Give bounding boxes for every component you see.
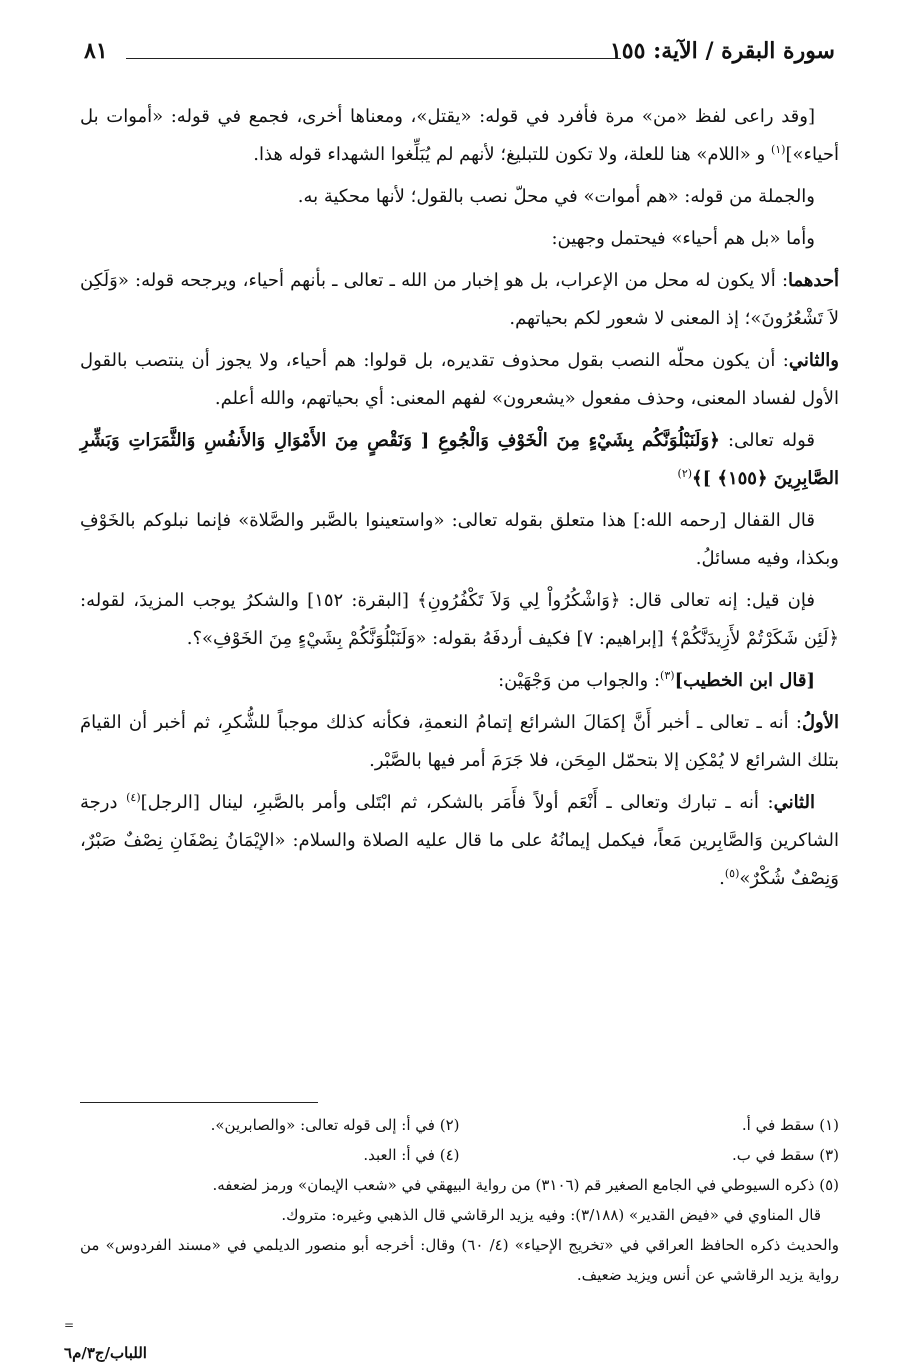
footnote-ref: (١) [770, 143, 786, 156]
running-title: سورة البقرة / الآية: ١٥٥ [609, 38, 835, 64]
footnote: (٢) في أ: إلى قوله تعالى: «والصابرين». [210, 1116, 460, 1134]
paragraph: فإن قيل: إنه تعالى قال: ﴿وَاشْكُرُواْ لِي وَلاَ تَكْفُرُونِ﴾ [البقرة: ١٥٢] والشكرُ يوجب المزيدَ، لقوله: ﴿لَئِن شَكَرْتُمْ لأَزِيدَنَّكُمْ﴾ [إبراهيم: ٧] فكيف أردفَهُ بقوله: «وَلَنَبْلُوَنَّكُمْ بِشَيْءٍ مِنَ الخَوْفِ»؟. [80, 590, 839, 649]
paragraph-lead: [قال ابن الخطيب] [674, 670, 815, 691]
footnote-ref: (٢) [677, 467, 693, 480]
margin-mark: = [64, 1318, 75, 1332]
footnote-continuation: قال المناوي في «فيض القدير» (٣/١٨٨): وفيه يزيد الرقاشي قال الذهبي وغيره: متروك. [281, 1206, 821, 1224]
footnotes [80, 1110, 839, 1290]
paragraph: قال القفال [رحمه الله:] هذا متعلق بقوله تعالى: «واستعينوا بالصَّبر والصَّلاة» فإنما نبلوكم بالخَوْفِ وبكذا، وفيه مسائلُ. [80, 510, 839, 569]
header-rule [126, 58, 621, 59]
signature-mark: اللباب/ج٣/م٦ [64, 1344, 147, 1362]
footnote-ref: (٣) [660, 669, 675, 682]
paragraph: أحدهما: ألا يكون له محل من الإعراب، بل هو إخبار من الله ـ تعالى ـ بأنهم أحياء، ويرجحه قوله: «وَلَكِن لاَ تَشْعُرُونَ»؛ إذ المعنى لا شعور لكم بحياتهم. [80, 270, 839, 329]
paragraph: والثاني: أن يكون محلّه النصب بقول محذوف تقديره، بل قولوا: هم أحياء، ولا يجوز أن ينتصب بالقول الأول لفساد المعنى، وحذف مفعول «يشعرون» لفهم المعنى: أي بحياتهم، والله أعلم. [80, 350, 839, 409]
footnote: (٤) في أ: العبد. [363, 1146, 460, 1164]
paragraph: الثاني: أنه ـ تبارك وتعالى ـ أَنْعَم أولاً فأَمَر بالشكر، ثم ابْتَلى وأمر بالصَّبرِ، لينال [الرجل]$^{(٤)}$ درجة الشاكرين وَالصَّابِرين مَعاً، فيكمل إيمانُهُ على ما قال عليه الصلاة والسلام: «الإيْمَانُ نِصْفَانِ نِصْفٌ صَبْرٌ، وَنِصْفٌ شُكْرٌ»$^{(٥)}$. [80, 791, 839, 889]
footnote-separator [80, 1102, 318, 1103]
paragraph: [قال ابن الخطيب]$^{(٣)}$: والجواب من وَجْهَيْن: [498, 669, 815, 691]
paragraph: والجملة من قوله: «هم أموات» في محلّ نصب بالقول؛ لأنها محكية به. [297, 186, 815, 207]
main-text [80, 98, 839, 902]
footnote-row [80, 1110, 839, 1140]
page-number: ٨١ [84, 38, 108, 64]
footnote-continuation: والحديث ذكره الحافظ العراقي في «تخريج الإحياء» (٤/ ٦٠) وقال: أخرجه أبو منصور الديلمي في «مسند الفردوس» من رواية يزيد الرقاشي عن أنس ويزيد ضعيف. [80, 1236, 839, 1284]
footnote: (٣) سقط في ب. [731, 1146, 839, 1164]
page-header [84, 34, 835, 74]
paragraph-lead: والثاني [788, 350, 839, 371]
quran-verse: ﴿وَلَنَبْلُوَنَّكُم بِشَيْءٍ مِنَ الْخَوْفِ وَالْجُوعِ [ وَنَقْصٍ مِنَ الأَمْوَالِ وَالأَنفُسِ وَالثَّمَرَاتِ وَبَشِّرِ الصَّابِرِينَ ﴿١٥٥﴾ ]﴾ [80, 430, 839, 489]
footnote-row [80, 1140, 839, 1170]
paragraph-lead: الأولُ [801, 712, 839, 733]
paragraph-lead: أحدهما [788, 270, 839, 291]
footnote: (١) سقط في أ. [741, 1116, 839, 1134]
paragraph-lead: الثاني [773, 792, 815, 813]
verse-paragraph: قوله تعالى: ﴿وَلَنَبْلُوَنَّكُم بِشَيْءٍ مِنَ الْخَوْفِ وَالْجُوعِ [ وَنَقْصٍ مِنَ الأَمْوَالِ وَالأَنفُسِ وَالثَّمَرَاتِ وَبَشِّرِ الصَّابِرِينَ ﴿١٥٥﴾ ]﴾$^{(٢)}$ [80, 430, 839, 489]
paragraph: وأما «بل هم أحياء» فيحتمل وجهين: [551, 228, 815, 249]
footnote: (٥) ذكره السيوطي في الجامع الصغير قم (٣١٠٦) من رواية البيهقي في «شعب الإيمان» ورمز لضعفه. [212, 1176, 839, 1194]
footnote-ref: (٥) [724, 867, 740, 880]
paragraph: [وقد راعى لفظ «من» مرة فأفرد في قوله: «يقتل»، ومعناها أخرى، فجمع في قوله: «أموات بل أحياء»]$^{(١)}$ و «اللام» هنا للعلة، ولا تكون للتبليغ؛ لأنهم لم يُبَلِّغوا الشهداء قوله هذا. [80, 106, 839, 165]
paragraph: الأولُ: أنه ـ تعالى ـ أخبر أَنَّ إكمَالَ الشرائع إتمامُ النعمةِ، فكأنه كذلك موجباً للشُّكرِ، ثم أخبر أن القيامَ بتلك الشرائع لا يُمْكِن إلا بتحمّل المِحَن، فلا جَرَمَ أمر فيها بالصَّبْر. [80, 712, 839, 771]
footnote-ref: (٤) [126, 791, 141, 804]
